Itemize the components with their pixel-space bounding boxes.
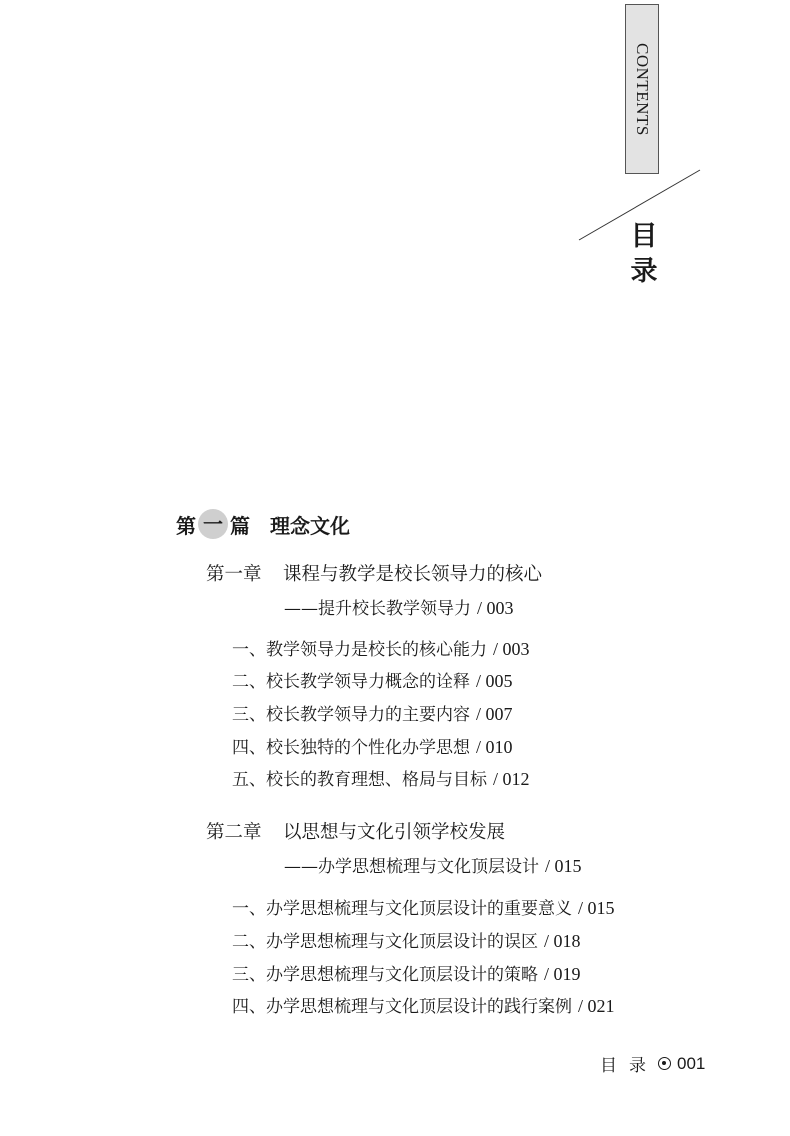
page-number: / 012 bbox=[493, 769, 530, 789]
section-title: 一、教学领导力是校长的核心能力 bbox=[232, 640, 487, 660]
chapter-1-title[interactable] bbox=[206, 560, 542, 586]
page-number: / 007 bbox=[476, 704, 513, 724]
page-footer bbox=[600, 1051, 705, 1076]
page-number: / 005 bbox=[476, 671, 513, 691]
section-item[interactable] bbox=[232, 733, 513, 758]
footer-page-number: 001 bbox=[677, 1053, 706, 1073]
section-item[interactable] bbox=[232, 894, 615, 919]
chapter-title-text: 以思想与文化引领学校发展 bbox=[283, 822, 506, 843]
toc-title bbox=[628, 219, 660, 289]
page-number: / 019 bbox=[544, 964, 581, 984]
part-prefix: 第 bbox=[176, 513, 196, 538]
page-number: / 021 bbox=[578, 996, 615, 1016]
chapter-subtitle-text: ——办学思想梳理与文化顶层设计 bbox=[284, 857, 539, 877]
chapter-subtitle-text: ——提升校长教学领导力 bbox=[284, 599, 471, 619]
chapter-number: 第一章 bbox=[206, 564, 262, 585]
section-title: 四、办学思想梳理与文化顶层设计的践行案例 bbox=[232, 997, 572, 1017]
contents-label: CONTENTS bbox=[633, 42, 652, 136]
part-heading[interactable] bbox=[176, 509, 350, 539]
section-title: 二、办学思想梳理与文化顶层设计的误区 bbox=[232, 932, 538, 952]
section-item[interactable] bbox=[232, 927, 581, 952]
section-item[interactable] bbox=[232, 960, 581, 985]
section-title: 三、校长教学领导力的主要内容 bbox=[232, 705, 470, 725]
section-title: 五、校长的教育理想、格局与目标 bbox=[232, 770, 487, 790]
page-number: / 015 bbox=[545, 856, 582, 876]
page-number: / 018 bbox=[544, 931, 581, 951]
section-title: 一、办学思想梳理与文化顶层设计的重要意义 bbox=[232, 899, 572, 919]
section-item[interactable] bbox=[232, 667, 513, 692]
section-item[interactable] bbox=[232, 700, 513, 725]
section-item[interactable] bbox=[232, 635, 530, 660]
section-title: 三、办学思想梳理与文化顶层设计的策略 bbox=[232, 965, 538, 985]
toc-title-char-2: 录 bbox=[630, 256, 658, 287]
page-number: / 003 bbox=[493, 639, 530, 659]
chapter-number: 第二章 bbox=[206, 822, 262, 843]
section-item[interactable] bbox=[232, 765, 530, 790]
circled-dot-icon bbox=[658, 1057, 671, 1070]
section-item[interactable] bbox=[232, 992, 615, 1017]
chapter-1-subtitle[interactable] bbox=[284, 594, 514, 619]
toc-title-char-1: 目 bbox=[630, 221, 658, 252]
page-number: / 003 bbox=[477, 598, 514, 618]
chapter-title-text: 课程与教学是校长领导力的核心 bbox=[283, 564, 543, 585]
part-title: 理念文化 bbox=[270, 513, 350, 538]
decorative-diagonal-line bbox=[0, 0, 790, 300]
chapter-2-title[interactable] bbox=[206, 818, 505, 844]
part-suffix: 篇 bbox=[230, 513, 250, 538]
page-number: / 010 bbox=[476, 737, 513, 757]
part-number-badge: 一 bbox=[198, 509, 228, 539]
chapter-2-subtitle[interactable] bbox=[284, 852, 582, 877]
section-title: 二、校长教学领导力概念的诠释 bbox=[232, 672, 470, 692]
section-title: 四、校长独特的个性化办学思想 bbox=[232, 738, 470, 758]
footer-label: 目录 bbox=[600, 1056, 658, 1076]
page-number: / 015 bbox=[578, 898, 615, 918]
